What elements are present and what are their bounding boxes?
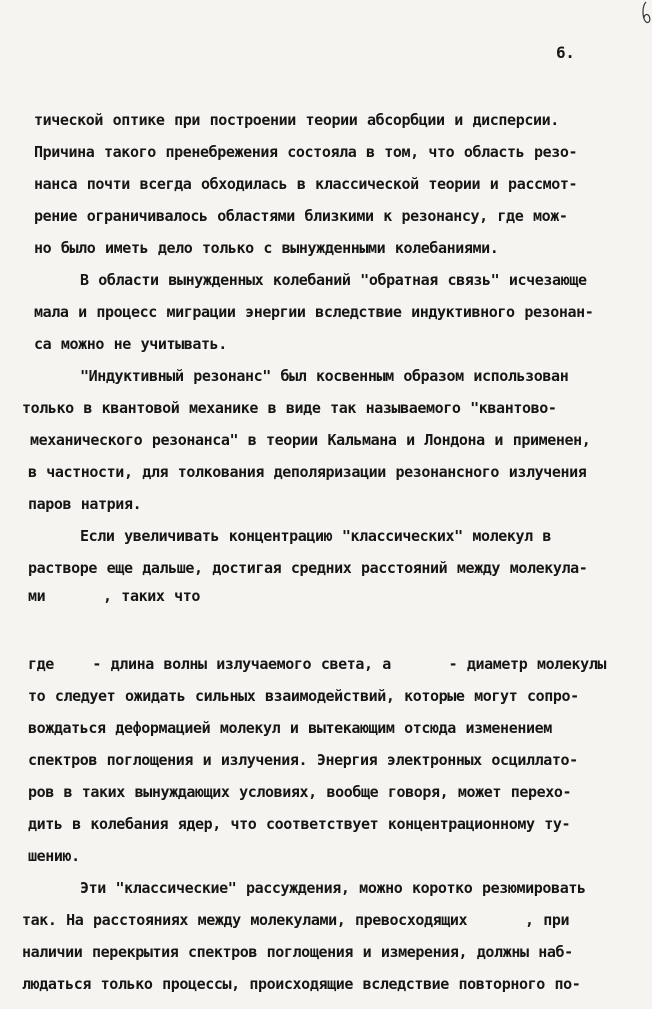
text-line: Причина такого пренебрежения состояла в том, что область резо- (34, 143, 578, 161)
text-line: нанса почти всегда обходилась в классической теории и рассмот- (34, 175, 578, 193)
text-line: только в квантовой механике в виде так называемого "квантово- (22, 399, 557, 417)
text-line: са можно не учитывать. (34, 335, 227, 353)
text-line: ми , таких что (28, 587, 200, 605)
corner-handwritten-mark (622, 0, 652, 30)
text-line: тической оптике при построении теории абсорбции и дисперсии. (34, 111, 559, 129)
text-line: ров в таких вынуждающих условиях, вообще говоря, может перехо- (28, 783, 572, 801)
text-line: "Индуктивный резонанс" был косвенным образом использован (80, 367, 569, 385)
text-line: в частности, для толкования деполяризации резонансного излучения (28, 463, 587, 481)
text-line: Эти "классические" рассуждения, можно коротко резюмировать (80, 879, 586, 897)
text-line: Если увеличивать концентрацию "классических" молекул в (80, 527, 552, 545)
text-line: так. На расстояниях между молекулами, превосходящих , при (22, 911, 570, 929)
text-line: паров натрия. (28, 495, 142, 513)
text-line: вождаться деформацией молекул и вытекающим отсюда изменением (28, 719, 552, 737)
text-line: то следует ожидать сильных взаимодействий, которые могут сопро- (28, 687, 579, 705)
text-line: где - длина волны излучаемого света, а - диаметр молекулы (28, 655, 606, 673)
text-line: но было иметь дело только с вынужденными колебаниями. (34, 239, 499, 257)
text-line: рение ограничивалось областями близкими к резонансу, где мож- (34, 207, 568, 225)
text-line: дить в колебания ядер, что соответствует концентрационному ту- (28, 815, 571, 833)
text-line: людаться только процессы, происходящие вследствие повторного по- (22, 975, 581, 993)
text-line: наличии перекрытия спектров поглощения и измерения, должны наб- (22, 943, 573, 961)
text-line: мала и процесс миграции энергии вследствие индуктивного резонан- (34, 303, 594, 321)
text-line: шению. (28, 847, 80, 865)
text-line: спектров поглощения и излучения. Энергия электронных осциллато- (28, 751, 578, 769)
text-line: В области вынужденных колебаний "обратная связь" исчезающе (80, 271, 587, 289)
page-number: 6. (556, 43, 575, 62)
text-line: растворе еще дальше, достигая средних расстояний между молекула- (28, 559, 588, 577)
text-line: механического резонанса" в теории Кальмана и Лондона и применен, (30, 431, 591, 449)
